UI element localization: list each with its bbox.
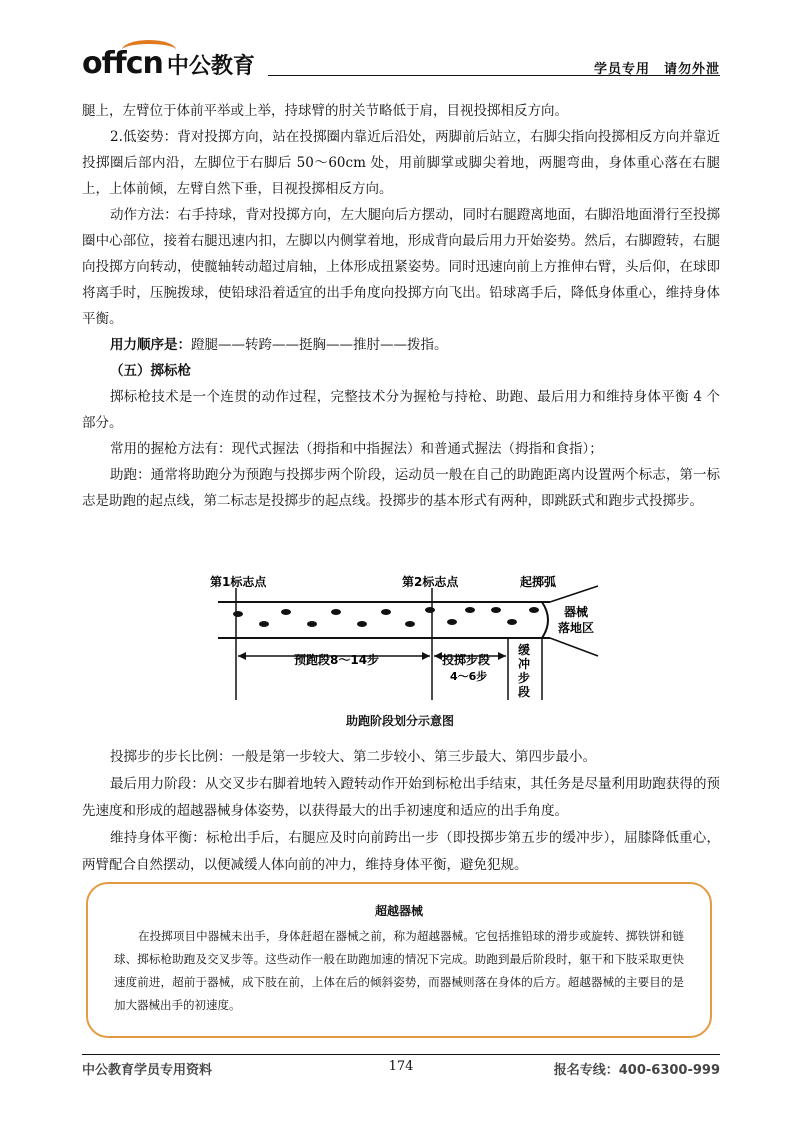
arrowhead xyxy=(498,652,506,660)
force-order-text: 蹬腿——转跨——挺胸——推肘——拨指。 xyxy=(191,337,448,353)
paragraph: 动作方法：右手持球，背对投掷方向，左大腿向后方摆动，同时右腿蹬离地面，右脚沿地面滑行至投掷圈中心部位，接着右腿迅速内扣，左脚以内侧掌着地，形成背向最后用力开始姿势。然后，右脚蹬转，右腿向投掷方向转动，使髋轴转动超过肩轴，上体形成扭紧姿势。同时迅速向前上方推伸右臂，头后仰，在球即将离手时，压腕拨球，使铅球沿着适宜的出手角度向投掷方向飞出。铅球离手后，降低身体重心，维持身体平衡。 xyxy=(82,207,720,327)
sector-line-top xyxy=(550,586,598,602)
page-header xyxy=(82,40,720,80)
note-box xyxy=(86,882,712,1038)
buffer-label-1: 缓 xyxy=(518,643,531,657)
paragraph: 投掷步的步长比例：一般是第一步较大、第二步较小、第三步最大、第四步最小。 xyxy=(110,749,596,765)
header-tag: 学员专用 请勿外泄 xyxy=(593,62,720,77)
arrowhead xyxy=(422,652,430,660)
footprint xyxy=(425,607,435,613)
buffer-label-4: 段 xyxy=(518,685,531,699)
buffer-label-3: 步 xyxy=(518,671,531,685)
footprint xyxy=(331,609,341,615)
footprint xyxy=(529,607,539,613)
footprint xyxy=(281,609,291,615)
footprint xyxy=(491,607,501,613)
main-text xyxy=(82,98,720,514)
figure-caption: 助跑阶段划分示意图 xyxy=(345,714,454,728)
mark1-label: 第1标志点 xyxy=(210,575,267,589)
footprint xyxy=(405,621,415,627)
mark2-label: 第2标志点 xyxy=(402,575,459,589)
paragraph: 2.低姿势：背对投掷方向，站在投掷圈内靠近后沿处，两脚前后站立，右脚尖指向投掷相反方向并靠近投掷圈后部内沿，左脚位于右脚后 50～60cm 处，用前脚掌或脚尖着地，两腿弯曲，身体重心落在右腿上，上体前倾，左臂自然下垂，目视投掷相反方向。 xyxy=(82,129,720,197)
footprint xyxy=(507,619,517,625)
throwing-arc xyxy=(542,602,548,638)
page-number: 174 xyxy=(388,1059,414,1074)
sector-line-bottom xyxy=(550,638,598,656)
paragraph: 掷标枪技术是一个连贯的动作过程，完整技术分为握枪与持枪、助跑、最后用力和维持身体平衡 4 个部分。 xyxy=(82,389,720,431)
paragraph: 常用的握枪方法有：现代式握法（拇指和中指握法）和普通式握法（拇指和食指）； xyxy=(110,441,603,457)
logo-arc-icon xyxy=(122,40,176,60)
arc-label: 起掷弧 xyxy=(520,575,557,589)
paragraph: 助跑：通常将助跑分为预跑与投掷步两个阶段，运动员一般在自己的助跑距离内设置两个标志，第一标志是助跑的起点线，第二标志是投掷步的起点线。投掷步的基本形式有两种，即跳跃式和跑步式投掷步。 xyxy=(82,467,720,509)
note-body: 在投掷项目中器械未出手，身体赶超在器械之前，称为超越器械。它包括推铅球的滑步或旋转、掷铁饼和链球、掷标枪助跑及交叉步等。这些动作一般在助跑加速的情况下完成。助跑到最后阶段时，躯干和下肢采取更快速度前进，超前于器械，成下肢在前，上体在后的倾斜姿势，而器械则落在身体的后方。超越器械的主要目的是加大器械出手的初速度。 xyxy=(114,929,684,1012)
prerun-label: 预跑段8～14步 xyxy=(294,653,380,667)
paragraph: 维持身体平衡：标枪出手后，右腿应及时向前跨出一步（即投掷步第五步的缓冲步），屈膝降低重心，两臂配合自然摆动，以便减缓人体向前的冲力，维持身体平衡，避免犯规。 xyxy=(82,830,720,873)
landing-label-2: 落地区 xyxy=(558,621,595,635)
throw-label-1: 投掷步段 xyxy=(442,653,491,667)
footer-left: 中公教育学员专用资料 xyxy=(82,1063,213,1078)
paragraph: 腿上，左臂位于体前平举或上举，持球臂的肘关节略低于肩，目视投掷相反方向。 xyxy=(82,103,568,119)
page-footer xyxy=(82,1054,720,1079)
throw-label-2: 4～6步 xyxy=(450,670,488,683)
offcn-logo: offcn 中公教育 xyxy=(82,46,255,81)
section-heading: （五）掷标枪 xyxy=(110,363,191,379)
footprint xyxy=(259,621,269,627)
footprints xyxy=(233,607,539,627)
landing-label-1: 器械 xyxy=(564,605,589,619)
paragraph xyxy=(82,332,720,358)
paragraph: 最后用力阶段：从交叉步右脚着地转入蹬转动作开始到标枪出手结束，其任务是尽量利用助跑获得的预先速度和形成的超越器械身体姿势，以获得最大的出手初速度和适应的出手角度。 xyxy=(82,776,720,819)
run-up-diagram-svg xyxy=(190,560,610,710)
footer-hotline: 报名专线：400-6300-999 xyxy=(553,1063,720,1078)
footprint xyxy=(357,621,367,627)
arrowhead xyxy=(434,652,442,660)
buffer-label-2: 冲 xyxy=(518,657,531,671)
main-text-continued xyxy=(82,744,720,879)
footprint xyxy=(447,619,457,625)
footprint xyxy=(307,621,317,627)
footprint xyxy=(381,609,391,615)
force-order-label: 用力顺序是： xyxy=(110,337,191,353)
note-title: 超越器械 xyxy=(374,904,423,918)
footprint xyxy=(233,611,243,617)
footprint xyxy=(465,607,475,613)
arrowhead xyxy=(238,652,246,660)
